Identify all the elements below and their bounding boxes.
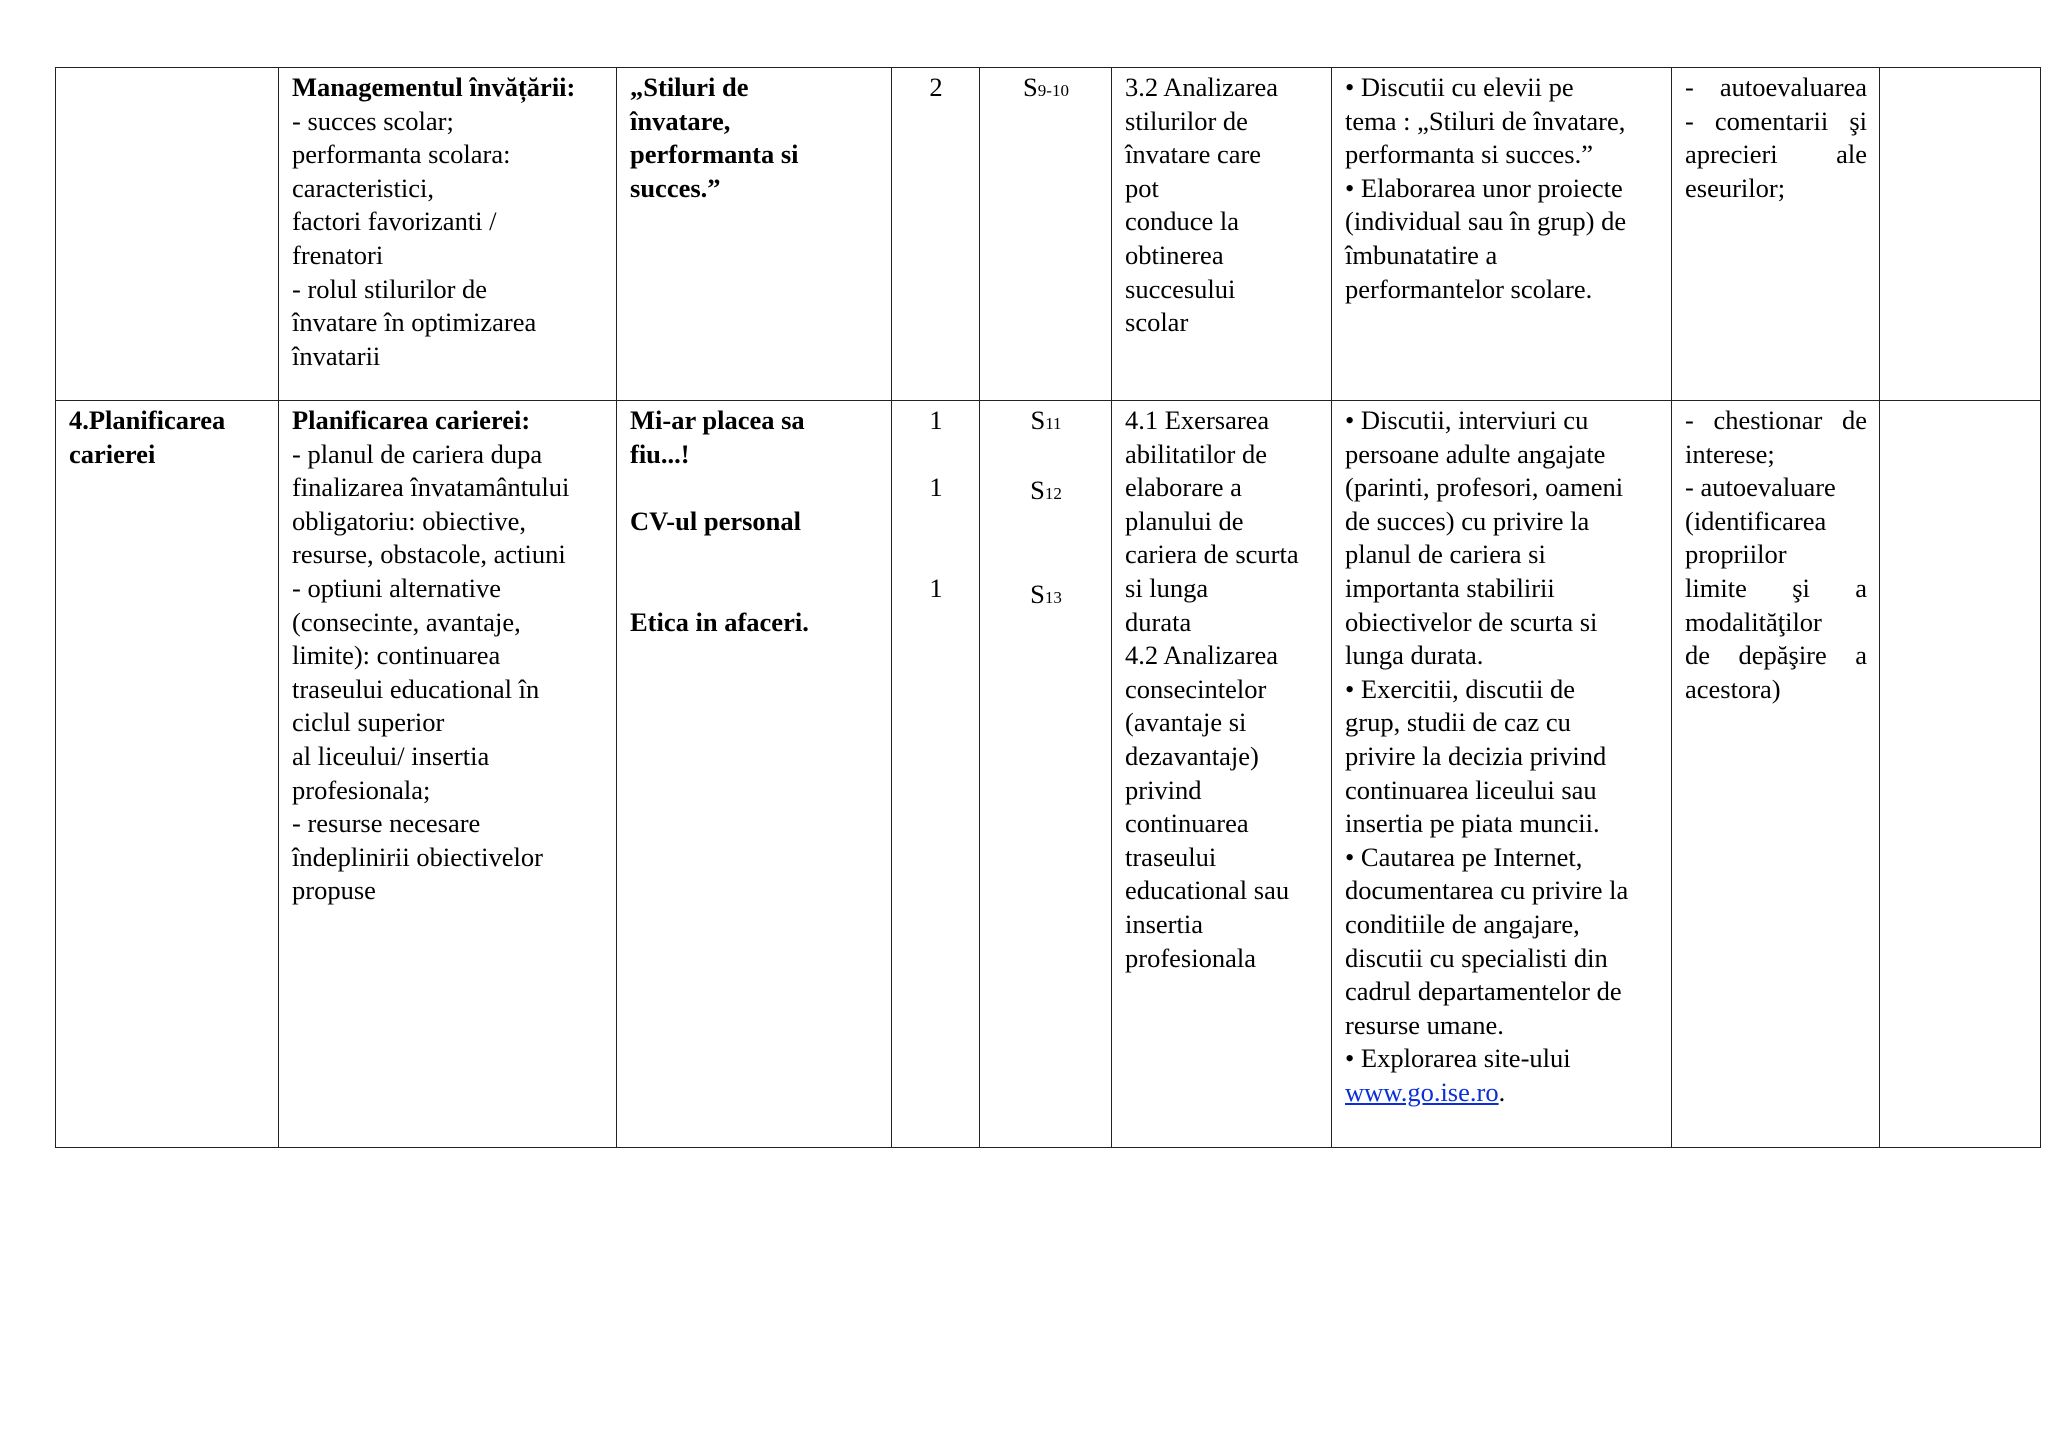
evaluation-line: modalităţilor: [1685, 606, 1822, 637]
content-line: resurse, obstacole, actiuni: [292, 539, 566, 570]
spacer: [630, 538, 879, 605]
week-value: [993, 578, 1099, 615]
evaluation-line: - autoevaluare: [1685, 472, 1836, 503]
content-cell: [279, 401, 617, 1148]
week-letter: S: [1023, 72, 1038, 102]
activity-line: persoane adulte angajate: [1345, 438, 1606, 469]
lesson-line: CV-ul personal: [630, 505, 802, 536]
lesson-line: Etica in afaceri.: [630, 606, 809, 637]
competency-line: continuarea: [1125, 808, 1249, 839]
spacer: [905, 505, 967, 572]
hours-value: 1: [929, 472, 943, 503]
activity-line: continuarea liceului sau: [1345, 774, 1597, 805]
competency-line: obtinerea: [1125, 239, 1224, 270]
unit-line: carierei: [69, 438, 156, 469]
content-line: - planul de cariera dupa: [292, 438, 543, 469]
lesson-line: fiu...!: [630, 438, 690, 469]
week-subscript: 12: [1044, 484, 1062, 504]
competency-cell: [1112, 68, 1332, 401]
activity-line: conditiile de angajare,: [1345, 908, 1580, 939]
evaluation-cell: [1672, 68, 1880, 401]
week-letter: S: [1030, 405, 1046, 435]
week-subscript: 9-10: [1037, 81, 1069, 100]
competency-line: stilurilor de: [1125, 105, 1248, 136]
unit-cell: [56, 68, 279, 401]
competency-line: educational sau: [1125, 875, 1290, 906]
content-title: Planificarea carierei:: [292, 405, 531, 435]
content-line: frenatori: [292, 239, 384, 270]
competency-line: abilitatilor de: [1125, 438, 1268, 469]
activity-line: • Exercitii, discutii de: [1345, 673, 1576, 704]
evaluation-line: propriilor: [1685, 539, 1787, 570]
content-line: (consecinte, avantaje,: [292, 606, 521, 637]
spacer: [905, 438, 967, 472]
activity-line: planul de cariera si: [1345, 539, 1546, 570]
curriculum-plan-table: [55, 67, 2041, 1148]
content-line: performanta scolara:: [292, 139, 511, 170]
activity-line: obiectivelor de scurta si: [1345, 606, 1598, 637]
competency-line: 4.1 Exersarea: [1125, 405, 1270, 435]
activity-line: performanta si succes.”: [1345, 139, 1593, 170]
content-line: - resurse necesare: [292, 808, 481, 839]
lesson-cell: [617, 68, 892, 401]
evaluation-line: - comentarii şi: [1685, 105, 1867, 136]
hours-value: 2: [929, 72, 943, 102]
competency-line: 4.2 Analizarea: [1125, 640, 1279, 671]
competency-line: insertia: [1125, 908, 1203, 939]
activity-line: (parinti, profesori, oameni: [1345, 472, 1624, 503]
lesson-line: succes.”: [630, 172, 721, 203]
content-line: traseului educational în: [292, 673, 540, 704]
lesson-line: învatare,: [630, 105, 731, 136]
content-line: ciclul superior: [292, 707, 445, 738]
activity-line: • Explorarea site-ului: [1345, 1043, 1571, 1074]
table-row: [56, 68, 2041, 401]
content-line: caracteristici,: [292, 172, 434, 203]
activity-line: • Cautarea pe Internet,: [1345, 841, 1583, 872]
hours-value: 1: [929, 572, 943, 603]
competency-line: cariera de scurta: [1125, 539, 1299, 570]
content-line: factori favorizanti /: [292, 206, 497, 237]
activity-line: lunga durata.: [1345, 640, 1484, 671]
activity-line: • Discutii cu elevii pe: [1345, 72, 1574, 102]
activity-line: discutii cu specialisti din: [1345, 942, 1608, 973]
evaluation-line: limite şi a: [1685, 572, 1867, 603]
table-row: [56, 401, 2041, 1148]
evaluation-line: interese;: [1685, 438, 1775, 469]
evaluation-line: - chestionar de: [1685, 405, 1867, 435]
activity-line: resurse umane.: [1345, 1009, 1504, 1040]
competency-line: si lunga: [1125, 572, 1209, 603]
competency-line: (avantaje si: [1125, 707, 1247, 738]
hours-value: 1: [929, 405, 943, 435]
unit-line: 4.Planificarea: [69, 405, 226, 435]
competency-cell: [1112, 401, 1332, 1148]
hours-cell: [892, 68, 980, 401]
activity-line: tema : „Stiluri de învatare,: [1345, 105, 1626, 136]
content-line: - succes scolar;: [292, 105, 454, 136]
evaluation-cell: [1672, 401, 1880, 1148]
content-line: finalizarea învatamântului: [292, 472, 570, 503]
activity-line: de succes) cu privire la: [1345, 505, 1590, 536]
competency-line: durata: [1125, 606, 1192, 637]
lesson-line: „Stiluri de: [630, 72, 749, 102]
spacer: [993, 511, 1099, 578]
week-value: [993, 71, 1099, 108]
competency-line: elaborare a: [1125, 472, 1242, 503]
content-title: Managementul învățării:: [292, 72, 576, 102]
week-subscript: 11: [1045, 414, 1062, 433]
notes-cell: [1880, 401, 2041, 1148]
activity-line: cadrul departamentelor de: [1345, 976, 1622, 1007]
activity-line: • Discutii, interviuri cu: [1345, 405, 1589, 435]
week-letter: S: [1030, 578, 1045, 609]
site-link[interactable]: www.go.ise.ro: [1345, 1076, 1499, 1107]
activity-line: grup, studii de caz cu: [1345, 707, 1571, 738]
week-letter: S: [1030, 475, 1045, 506]
hours-cell: [892, 401, 980, 1148]
content-line: îndeplinirii obiectivelor: [292, 841, 543, 872]
content-line: propuse: [292, 875, 376, 906]
content-line: profesionala;: [292, 774, 431, 805]
activity-line: performantelor scolare.: [1345, 273, 1593, 304]
evaluation-line: de depăşire a: [1685, 640, 1867, 671]
activity-line: (individual sau în grup) de: [1345, 206, 1627, 237]
activity-line: importanta stabilirii: [1345, 572, 1555, 603]
week-value: [993, 404, 1099, 441]
competency-line: învatare care: [1125, 139, 1262, 170]
evaluation-line: acestora): [1685, 673, 1781, 704]
competency-line: consecintelor: [1125, 673, 1267, 704]
competency-line: dezavantaje): [1125, 740, 1259, 771]
content-line: învatare în optimizarea: [292, 307, 537, 338]
notes-cell: [1880, 68, 2041, 401]
competency-line: pot: [1125, 172, 1159, 203]
activities-cell: [1332, 68, 1672, 401]
content-line: obligatoriu: obiective,: [292, 505, 527, 536]
content-line: - rolul stilurilor de: [292, 273, 488, 304]
content-cell: [279, 68, 617, 401]
evaluation-line: (identificarea: [1685, 505, 1827, 536]
activity-line: îmbunatatire a: [1345, 239, 1498, 270]
spacer: [630, 471, 879, 505]
competency-line: succesului: [1125, 273, 1236, 304]
week-subscript: 13: [1044, 587, 1062, 607]
evaluation-line: eseurilor;: [1685, 172, 1786, 203]
content-line: limite): continuarea: [292, 640, 501, 671]
evaluation-line: - autoevaluarea: [1685, 72, 1867, 102]
week-cell: [980, 68, 1112, 401]
competency-line: traseului: [1125, 841, 1217, 872]
competency-line: profesionala: [1125, 942, 1256, 973]
competency-line: planului de: [1125, 505, 1244, 536]
lesson-line: Mi-ar placea sa: [630, 405, 805, 435]
content-line: - optiuni alternative: [292, 572, 501, 603]
week-cell: [980, 401, 1112, 1148]
unit-cell: [56, 401, 279, 1148]
activity-line: documentarea cu privire la: [1345, 875, 1629, 906]
activity-link-line: [1345, 1076, 1659, 1110]
activity-line: • Elaborarea unor proiecte: [1345, 172, 1623, 203]
competency-line: 3.2 Analizarea: [1125, 72, 1279, 102]
lesson-line: performanta si: [630, 139, 799, 170]
activity-line: privire la decizia privind: [1345, 740, 1607, 771]
content-line: învatarii: [292, 340, 381, 371]
competency-line: conduce la: [1125, 206, 1240, 237]
spacer: [993, 441, 1099, 475]
competency-line: privind: [1125, 774, 1202, 805]
content-line: al liceului/ insertia: [292, 740, 490, 771]
activity-line: insertia pe piata muncii.: [1345, 808, 1600, 839]
evaluation-line: aprecieri ale: [1685, 139, 1867, 170]
link-suffix: .: [1498, 1076, 1506, 1107]
competency-line: scolar: [1125, 307, 1189, 338]
week-value: [993, 474, 1099, 511]
activities-cell: [1332, 401, 1672, 1148]
lesson-cell: [617, 401, 892, 1148]
